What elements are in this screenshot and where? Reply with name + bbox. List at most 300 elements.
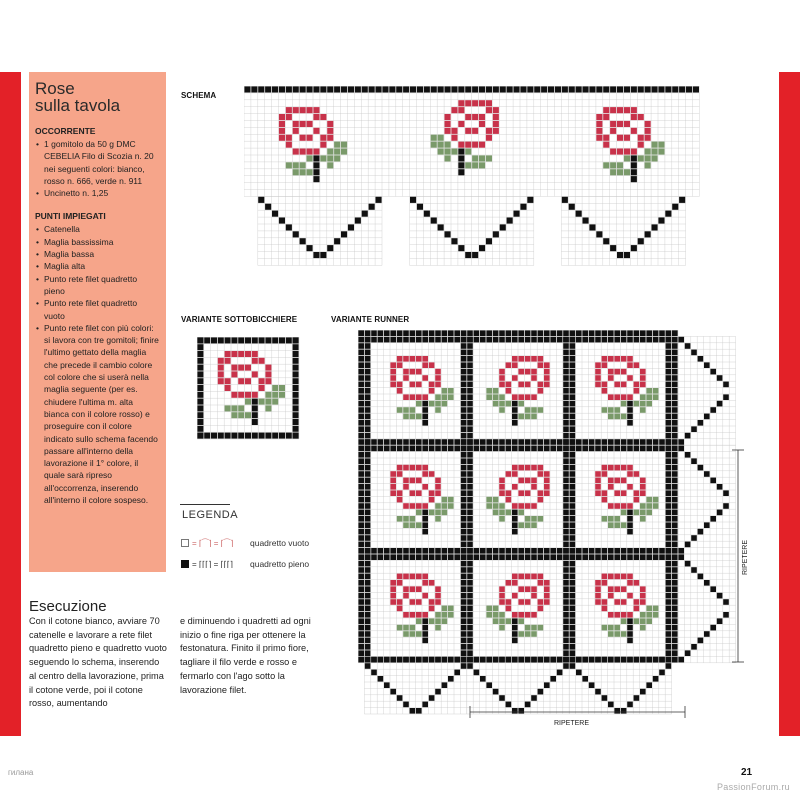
leaf-cell [646, 388, 652, 394]
leaf-cell [640, 394, 646, 400]
border-cell [279, 86, 285, 92]
rose-cell [645, 128, 651, 134]
border-cell [621, 337, 627, 343]
festoon-cell [472, 252, 478, 258]
rose-cell [525, 369, 531, 375]
rose-cell [416, 612, 422, 618]
border-cell [458, 86, 464, 92]
border-cell [686, 86, 692, 92]
border-cell [416, 439, 422, 445]
stem-cell [422, 516, 428, 522]
festoon-cell [610, 245, 616, 251]
border-cell [512, 337, 518, 343]
festoon-cell [486, 238, 492, 244]
border-cell [514, 86, 520, 92]
border-cell [378, 548, 384, 554]
rose-cell [602, 356, 608, 362]
border-cell [570, 433, 576, 439]
border-cell [531, 330, 537, 336]
border-cell [371, 439, 377, 445]
leaf-cell [327, 149, 333, 155]
esecuzione-title: Esecuzione [29, 598, 107, 615]
rose-cell [602, 388, 608, 394]
border-cell [358, 580, 364, 586]
festoon-cell [307, 245, 313, 251]
festoon-cell [717, 401, 723, 407]
border-cell [672, 375, 678, 381]
list-item: • Punto rete filet quadretto vuoto [35, 297, 160, 322]
border-cell [365, 516, 371, 522]
rose-cell [429, 490, 435, 496]
rose-cell [479, 142, 485, 148]
border-cell [442, 657, 448, 663]
rose-cell [512, 356, 518, 362]
border-cell [197, 358, 203, 364]
festoon-cell [493, 231, 499, 237]
border-cell [467, 388, 473, 394]
border-cell [610, 86, 616, 92]
leaf-cell [320, 155, 326, 161]
border-cell [358, 612, 364, 618]
border-cell [390, 439, 396, 445]
rose-cell [435, 599, 441, 605]
border-cell [390, 548, 396, 554]
leaf-cell [486, 394, 492, 400]
border-cell [358, 606, 364, 612]
border-cell [358, 369, 364, 375]
leaf-cell [286, 162, 292, 168]
leaf-cell [645, 149, 651, 155]
leaf-cell [448, 503, 454, 509]
border-cell [563, 394, 569, 400]
border-cell [507, 86, 513, 92]
border-cell [397, 337, 403, 343]
border-cell [563, 343, 569, 349]
rose-cell [595, 382, 601, 388]
border-cell [416, 337, 422, 343]
festoon-cell [365, 663, 371, 669]
rose-cell [435, 375, 441, 381]
border-cell [442, 330, 448, 336]
rose-cell [617, 149, 623, 155]
rose-cell [422, 465, 428, 471]
border-cell [252, 337, 258, 343]
border-cell [245, 337, 251, 343]
legend-full-row [181, 559, 309, 569]
border-cell [279, 337, 285, 343]
schema-label: SCHEMA [181, 91, 217, 100]
border-cell [371, 548, 377, 554]
border-cell [416, 554, 422, 560]
stem-cell [422, 414, 428, 420]
rose-cell [416, 478, 422, 484]
border-cell [358, 484, 364, 490]
border-cell [358, 401, 364, 407]
festoon-cell [672, 204, 678, 210]
legend-title: LEGENDA [182, 509, 239, 521]
rose-cell [518, 394, 524, 400]
leaf-cell [438, 142, 444, 148]
festoon-cell [429, 695, 435, 701]
festoon-cell [710, 407, 716, 413]
border-cell [570, 407, 576, 413]
border-cell [365, 356, 371, 362]
rose-cell [403, 465, 409, 471]
festoon-cell [362, 211, 368, 217]
border-cell [448, 439, 454, 445]
border-cell [570, 343, 576, 349]
border-cell [358, 446, 364, 452]
border-cell [265, 337, 271, 343]
border-cell [365, 497, 371, 503]
leaf-cell [493, 394, 499, 400]
rose-cell [638, 142, 644, 148]
border-cell [238, 433, 244, 439]
festoon-cell [465, 252, 471, 258]
border-cell [570, 426, 576, 432]
rose-cell [445, 114, 451, 120]
rose-cell [435, 484, 441, 490]
rose-cell [390, 471, 396, 477]
rose-cell [279, 128, 285, 134]
border-cell [493, 86, 499, 92]
border-cell [442, 439, 448, 445]
rose-cell [259, 378, 265, 384]
leaf-cell [486, 388, 492, 394]
rose-cell [390, 593, 396, 599]
rose-cell [458, 107, 464, 113]
empty-square-symbol: = ⌈⁀⌉ = ⌈⁀⌉ [192, 538, 234, 548]
border-cell [358, 542, 364, 548]
festoon-cell [369, 204, 375, 210]
rose-cell [218, 371, 224, 377]
border-cell [589, 86, 595, 92]
border-cell [595, 330, 601, 336]
rose-cell [390, 490, 396, 496]
leaf-cell [416, 510, 422, 516]
rose-cell [518, 382, 524, 388]
border-cell [448, 554, 454, 560]
rose-cell [596, 121, 602, 127]
festoon-cell [376, 197, 382, 203]
leaf-cell [448, 606, 454, 612]
festoon-cell [691, 426, 697, 432]
leaf-cell [416, 401, 422, 407]
stem-cell [252, 405, 258, 411]
festoon-cell [691, 350, 697, 356]
border-cell [672, 407, 678, 413]
border-cell [378, 330, 384, 336]
border-cell [197, 378, 203, 384]
border-cell [358, 599, 364, 605]
chart-grid [258, 196, 382, 265]
rose-cell [640, 375, 646, 381]
border-cell [293, 433, 299, 439]
festoon-cell [698, 420, 704, 426]
leaf-cell [624, 155, 630, 161]
stem-cell [627, 401, 633, 407]
rose-cell [265, 365, 271, 371]
rose-cell [602, 382, 608, 388]
rose-cell [313, 149, 319, 155]
leaf-cell [397, 516, 403, 522]
punti-heading: PUNTI IMPIEGATI [35, 211, 106, 222]
leaf-cell [410, 631, 416, 637]
border-cell [461, 426, 467, 432]
rose-cell [538, 388, 544, 394]
rose-cell [320, 142, 326, 148]
border-cell [666, 356, 672, 362]
border-cell [467, 343, 473, 349]
leaf-cell [429, 618, 435, 624]
stem-cell [422, 401, 428, 407]
border-cell [358, 593, 364, 599]
rose-cell [390, 362, 396, 368]
rose-cell [458, 121, 464, 127]
leaf-cell [617, 162, 623, 168]
border-cell [666, 407, 672, 413]
rose-cell [422, 375, 428, 381]
border-cell [506, 337, 512, 343]
border-cell [429, 439, 435, 445]
border-cell [390, 554, 396, 560]
border-cell [467, 420, 473, 426]
stem-cell [631, 162, 637, 168]
rose-cell [645, 121, 651, 127]
rose-cell [627, 375, 633, 381]
rose-cell [259, 385, 265, 391]
rose-cell [422, 394, 428, 400]
border-cell [467, 414, 473, 420]
border-cell [365, 522, 371, 528]
border-cell [293, 371, 299, 377]
rose-cell [435, 593, 441, 599]
leaf-cell [435, 625, 441, 631]
leaf-cell [442, 606, 448, 612]
border-cell [252, 433, 258, 439]
border-cell [204, 337, 210, 343]
border-cell [362, 86, 368, 92]
rose-cell [429, 606, 435, 612]
border-cell [666, 350, 672, 356]
border-cell [365, 407, 371, 413]
rose-cell [390, 586, 396, 592]
rose-cell [293, 149, 299, 155]
rose-cell [327, 121, 333, 127]
border-cell [659, 337, 665, 343]
leaf-cell [279, 392, 285, 398]
border-cell [313, 86, 319, 92]
leaf-cell [403, 625, 409, 631]
festoon-cell [520, 204, 526, 210]
festoon-cell [624, 252, 630, 258]
border-cell [665, 86, 671, 92]
border-cell [550, 337, 556, 343]
leaf-cell [525, 414, 531, 420]
border-cell [365, 535, 371, 541]
border-cell [448, 548, 454, 554]
leaf-cell [397, 625, 403, 631]
stem-cell [252, 412, 258, 418]
rose-cell [252, 392, 258, 398]
border-cell [461, 433, 467, 439]
border-cell [531, 337, 537, 343]
border-cell [384, 548, 390, 554]
leaf-cell [610, 162, 616, 168]
leaf-cell [445, 142, 451, 148]
border-cell [410, 330, 416, 336]
border-cell [225, 433, 231, 439]
runner-label: VARIANTE RUNNER [331, 315, 410, 324]
border-cell [576, 330, 582, 336]
rose-cell [397, 382, 403, 388]
esecuzione-text-col2: e diminuendo i quadretti ad ogni inizio o fine riga per ottenere la festonatura. Finito il primo fiore, tagliare il filo verde e rosso e fermarlo con l'ago sotto la lavorazione filet. [180, 616, 311, 695]
border-cell [358, 433, 364, 439]
border-cell [638, 86, 644, 92]
rose-cell [403, 593, 409, 599]
rose-cell [479, 100, 485, 106]
rose-cell [390, 375, 396, 381]
border-cell [410, 446, 416, 452]
border-cell [197, 419, 203, 425]
festoon-cell [589, 224, 595, 230]
festoon-cell [569, 204, 575, 210]
leaf-cell [431, 142, 437, 148]
rose-cell [300, 107, 306, 113]
border-cell [461, 414, 467, 420]
rose-cell [307, 149, 313, 155]
border-cell [365, 625, 371, 631]
border-cell [417, 86, 423, 92]
border-cell [544, 337, 550, 343]
border-cell [397, 446, 403, 452]
list-item: • Catenella [35, 223, 160, 235]
left-accent-bar [0, 72, 21, 736]
border-cell [467, 394, 473, 400]
border-cell [557, 337, 563, 343]
rose-cell [225, 358, 231, 364]
leaf-cell [293, 169, 299, 175]
border-cell [365, 580, 371, 586]
border-cell [358, 516, 364, 522]
border-cell [467, 330, 473, 336]
border-cell [461, 356, 467, 362]
leaf-cell [231, 412, 237, 418]
border-cell [451, 86, 457, 92]
border-cell [467, 426, 473, 432]
stem-cell [422, 638, 428, 644]
leaf-cell [438, 135, 444, 141]
rose-cell [422, 484, 428, 490]
rose-cell [416, 490, 422, 496]
festoon-cell [431, 218, 437, 224]
border-cell [358, 465, 364, 471]
list-item: • Maglia alta [35, 260, 160, 272]
stem-cell [631, 176, 637, 182]
rose-cell [265, 378, 271, 384]
stem-cell [422, 510, 428, 516]
stem-cell [458, 169, 464, 175]
rose-cell [645, 135, 651, 141]
border-cell [365, 382, 371, 388]
border-cell [486, 330, 492, 336]
border-cell [384, 657, 390, 663]
border-cell [397, 439, 403, 445]
border-cell [211, 337, 217, 343]
festoon-cell [422, 702, 428, 708]
border-cell [672, 362, 678, 368]
border-cell [422, 446, 428, 452]
border-cell [371, 330, 377, 336]
rose-cell [286, 142, 292, 148]
border-cell [429, 548, 435, 554]
rose-cell [531, 369, 537, 375]
leaf-cell [506, 401, 512, 407]
rose-cell [451, 107, 457, 113]
border-cell [422, 657, 428, 663]
empty-square-label: quadretto vuoto [250, 538, 310, 548]
leaf-cell [410, 516, 416, 522]
border-cell [646, 337, 652, 343]
festoon-cell [320, 252, 326, 258]
rose-cell [465, 114, 471, 120]
leaf-cell [410, 522, 416, 528]
rose-cell [231, 371, 237, 377]
rose-cell [624, 121, 630, 127]
rose-cell [479, 114, 485, 120]
border-cell [467, 362, 473, 368]
rose-cell [486, 107, 492, 113]
border-cell [461, 343, 467, 349]
border-cell [197, 337, 203, 343]
border-cell [197, 385, 203, 391]
rose-cell [225, 378, 231, 384]
border-cell [403, 439, 409, 445]
rose-cell [451, 135, 457, 141]
rose-cell [416, 599, 422, 605]
border-cell [563, 388, 569, 394]
leaf-cell [603, 162, 609, 168]
border-cell [424, 86, 430, 92]
rose-cell [493, 128, 499, 134]
border-cell [422, 548, 428, 554]
festoon-cell [658, 218, 664, 224]
festoon-cell [596, 231, 602, 237]
rose-cell [245, 392, 251, 398]
rose-cell [458, 100, 464, 106]
leaf-cell [640, 407, 646, 413]
border-cell [403, 657, 409, 663]
border-cell [358, 394, 364, 400]
border-cell [358, 644, 364, 650]
border-cell [286, 86, 292, 92]
border-cell [358, 618, 364, 624]
border-cell [365, 433, 371, 439]
border-cell [238, 337, 244, 343]
border-cell [595, 337, 601, 343]
list-item: • Uncinetto n. 1,25 [35, 187, 160, 199]
border-cell [293, 365, 299, 371]
rose-cell [320, 135, 326, 141]
rose-cell [435, 382, 441, 388]
rose-cell [621, 394, 627, 400]
border-cell [365, 650, 371, 656]
rose-cell [518, 369, 524, 375]
rose-cell [416, 586, 422, 592]
leaf-cell [272, 392, 278, 398]
border-cell [293, 392, 299, 398]
festoon-cell [313, 252, 319, 258]
